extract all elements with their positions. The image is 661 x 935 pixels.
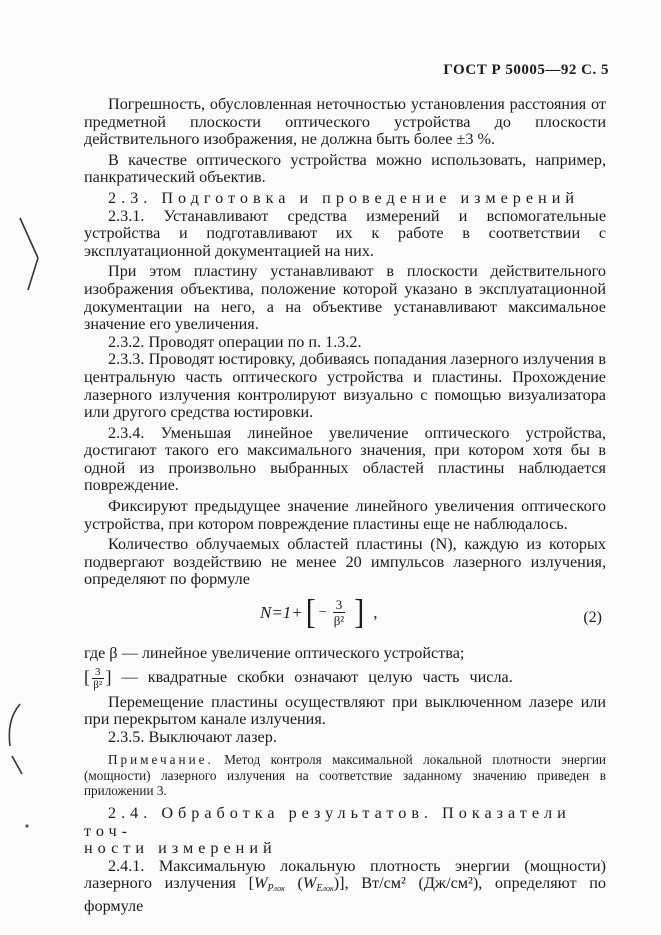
margin-speck xyxy=(22,820,34,832)
formula-numerator: 3 xyxy=(333,597,346,613)
paragraph-2-4-1-end: , Вт/см² (Дж/см²), определяют по формуле xyxy=(84,874,606,915)
formula-fraction xyxy=(333,597,346,628)
small-bracket-open: [ xyxy=(84,667,90,688)
formula-bracket-close: ] xyxy=(354,592,365,631)
note-label: Примечание. xyxy=(108,752,214,768)
w-letter: W xyxy=(253,874,268,893)
paragraph: 2.3.2. Проводят операции по п. 1.3.2. xyxy=(108,332,362,351)
margin-mark-upper xyxy=(14,214,42,294)
brackets-explanation-text: — квадратные скобки означают целую часть числа. xyxy=(121,668,513,687)
paragraph: 2.3.5. Выключают лазер. xyxy=(108,727,277,746)
formula-number: (2) xyxy=(583,609,602,627)
paragraph-2-4-1-start: 2.4.1. Максимальную локальную плотность энергии (мощности) лазерного излучения xyxy=(84,856,606,893)
section-heading-2-3: 2.3. Подготовка и проведение измерений xyxy=(108,188,580,207)
w-letter: W xyxy=(302,874,317,893)
page-header: ГОСТ Р 50005—92 С. 5 xyxy=(443,62,609,78)
w-close: )] xyxy=(333,874,345,893)
w-sub-lok: лок xyxy=(273,884,285,894)
small-numerator: 3 xyxy=(92,666,104,679)
paragraph: Количество облучаемых областей пластины (N), каждую из которых подвергают воздействию не менее 20 импульсов лазерного излучения, определяют по формуле xyxy=(84,535,606,589)
paragraph-where-beta: где β — линейное увеличение оптического устройства; xyxy=(84,644,465,663)
formula-expression xyxy=(260,592,378,631)
w-symbol xyxy=(248,874,345,895)
body-text xyxy=(84,96,606,915)
paragraph-2-4-1 xyxy=(84,858,606,916)
section-heading-2-4: 2.4. Обработка результатов. Показатели точ- xyxy=(84,803,571,840)
section-heading-2-4-cont: ности измерений xyxy=(84,839,277,858)
note-text: Метод контроля максимальной локальной плотности энергии (мощности) лазерного излучения на соответствие заданному значению приведен в приложении 3. xyxy=(84,752,606,799)
paragraph: Перемещение пластины осуществляют при выключенном лазере или при перекрытом канале излучения. xyxy=(84,692,606,729)
small-denominator: β² xyxy=(93,678,103,691)
note xyxy=(84,752,606,799)
paragraph: Фиксируют предыдущее значение линейного увеличения оптического устройства, при котором повреждение пластины еще не наблюдалось. xyxy=(84,497,606,533)
paragraph: 2.3.1. Устанавливают средства измерений и вспомогательные устройства и подготавливают их к работе в соответствии с эксплуатационной документацией на них. xyxy=(84,206,606,260)
w-mid: ( xyxy=(284,874,303,893)
w-open: [ xyxy=(248,874,254,893)
brackets-explanation xyxy=(84,666,606,691)
formula-minus: − xyxy=(318,604,327,620)
formula-bracket-open: [ xyxy=(305,592,316,631)
paragraph: 2.3.3. Проводят юстировку, добиваясь попадания лазерного излучения в центральную часть оптического устройства и пластины. Прохождение лазерного излучения контролируют визуально с помощью визуализатора или другого средства юстировки. xyxy=(84,350,606,422)
formula-lhs: N=1+ xyxy=(260,602,303,622)
formula-denominator: β² xyxy=(333,613,345,629)
paragraph: При этом пластину устанавливают в плоскости действительного изображения объектива, положение которой указано в эксплуатационной документации на него, а на объективе устанавливают максимальное значение его увеличения. xyxy=(84,262,606,334)
paragraph: 2.3.4. Уменьшая линейное увеличение оптического устройства, достигают такого его максимального значения, при котором хотя бы в одной из произвольно выбранных областей пластины наблюдается повреждение. xyxy=(84,423,606,495)
small-fraction xyxy=(92,666,104,691)
paragraph: В качестве оптического устройства можно использовать, например, панкратический объектив. xyxy=(84,150,606,187)
w-sub-e: E xyxy=(316,883,323,895)
formula-2 xyxy=(84,592,606,643)
formula-tail: , xyxy=(373,602,378,622)
w-sub-lok: лок xyxy=(322,884,334,894)
w-sub-p: P xyxy=(267,883,274,895)
paragraph: Погрешность, обусловленная неточностью установления расстояния от предметной плоскости оптического устройства до плоскости действительного изображения, не должна быть более ±3 %. xyxy=(84,95,606,149)
small-bracket-close: ] xyxy=(105,667,112,688)
margin-mark-lower xyxy=(2,700,30,780)
